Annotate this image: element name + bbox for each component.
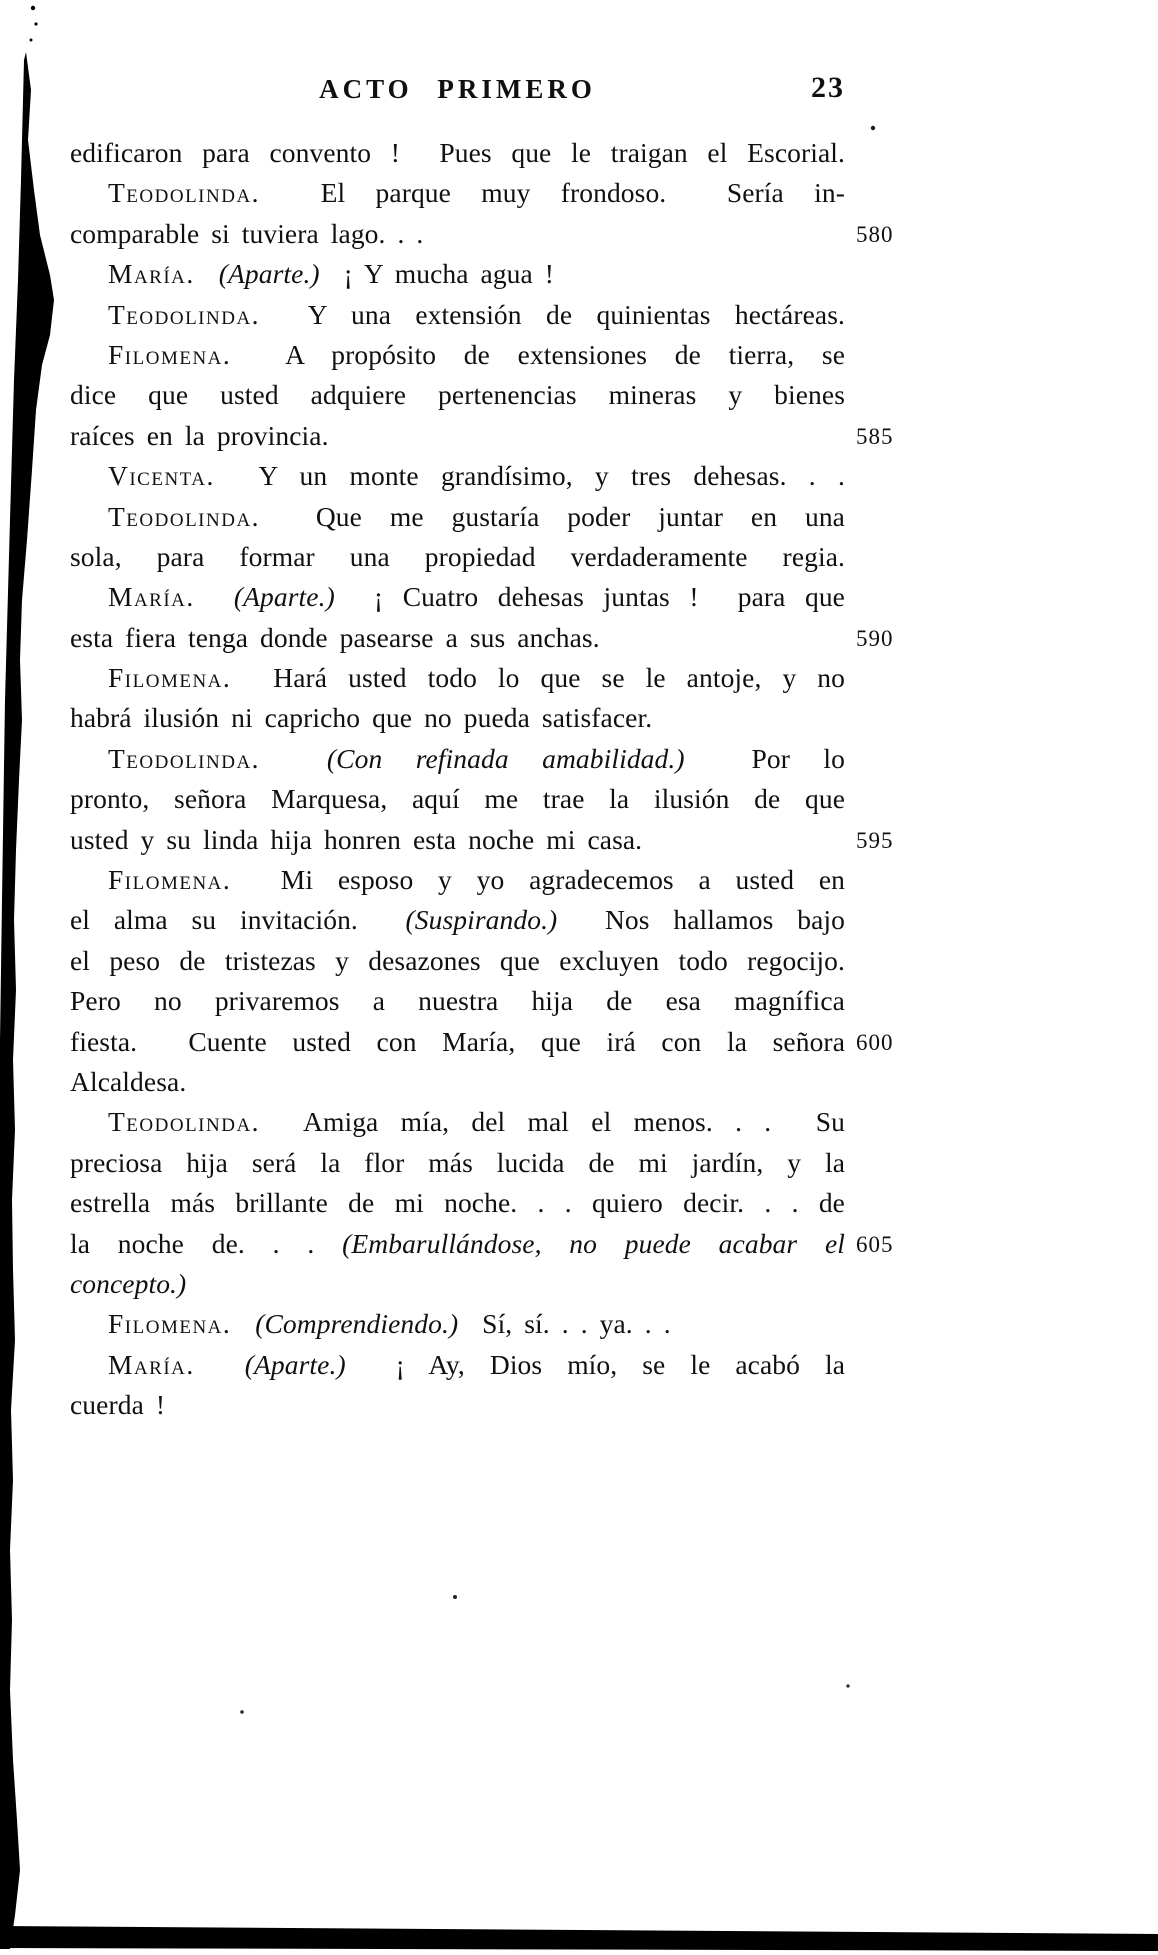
character-name: María. (108, 1348, 195, 1380)
dialogue-text: raíces en la provincia. (70, 419, 329, 451)
text-line (70, 456, 845, 496)
scan-speck (846, 1684, 849, 1687)
character-name: María. (108, 258, 195, 290)
text-line (70, 820, 894, 860)
text-line (70, 739, 845, 779)
text-line (70, 295, 845, 335)
character-name: Teodolinda. (108, 500, 261, 532)
text-line (70, 214, 894, 254)
text-line (70, 1385, 845, 1425)
binding-edge-artifact (0, 52, 54, 1949)
character-name: Teodolinda. (108, 1106, 261, 1138)
text-line (70, 1062, 845, 1102)
scan-speck (240, 1710, 243, 1713)
text-line (70, 577, 845, 617)
text-line (70, 941, 845, 981)
dialogue-text: ¡ Ay, Dios mío, se le acabó la (345, 1348, 846, 1380)
text-line (70, 133, 845, 173)
text-line (70, 1224, 894, 1264)
line-number: 600 (856, 1029, 894, 1055)
text-line (70, 860, 845, 900)
line-number: 590 (856, 625, 894, 651)
text-line (70, 1102, 845, 1142)
dialogue-text: el alma su invitación. (70, 904, 406, 936)
text-line (70, 375, 845, 415)
dialogue-text: estrella más brillante de mi noche. . . quiero decir. . . de (70, 1187, 845, 1219)
character-name: Filomena. (108, 864, 232, 896)
text-line (70, 618, 894, 658)
dialogue-text: edificaron para convento ! Pues que le traigan el Escorial. (70, 137, 845, 168)
dialogue-text: ¡ Cuatro dehesas juntas ! para que (334, 581, 845, 613)
stage-direction: (Comprendiendo.) (255, 1308, 459, 1340)
text-block (70, 133, 894, 1426)
character-name: Vicenta. (108, 460, 215, 492)
dialogue-text: Que me gustaría poder juntar en una (260, 500, 845, 532)
line-number: 605 (856, 1231, 894, 1257)
running-header: ACTO PRIMERO (319, 74, 596, 104)
dialogue-text: Y una extensión de quinientas hectáreas. (260, 298, 845, 330)
dialogue-text (231, 1308, 255, 1339)
dialogue-text: Mi esposo y yo agradecemos a usted en (231, 864, 845, 896)
dialogue-text: ¡ Y mucha agua ! (319, 258, 555, 290)
scan-speck (453, 1595, 457, 1599)
text-line (70, 779, 845, 819)
text-line (70, 1264, 845, 1304)
dialogue-text: sola, para formar una propiedad verdaderamente regia. (70, 540, 845, 572)
character-name: Teodolinda. (108, 742, 261, 774)
dialogue-text: esta fiera tenga donde pasearse a sus anchas. (70, 621, 600, 653)
dialogue-text: fiesta. Cuente usted con María, que irá con la señora (70, 1025, 845, 1057)
dialogue-text (195, 581, 234, 612)
dialogue-text: Hará usted todo lo que se le antoje, y no (231, 662, 845, 694)
dialogue-text (195, 1349, 245, 1380)
stage-direction: (Embarullándose, no puede acabar el (342, 1227, 846, 1259)
text-line (70, 537, 845, 577)
dialogue-text: Pero no privaremos a nuestra hija de esa magnífica (70, 985, 845, 1017)
text-line (70, 1183, 845, 1223)
text-line (70, 1304, 845, 1344)
character-name: Filomena. (108, 1308, 232, 1340)
dialogue-text: usted y su linda hija honren esta noche mi casa. (70, 823, 643, 855)
dialogue-text: A propósito de extensiones de tierra, se (231, 338, 845, 370)
dialogue-text: cuerda ! (70, 1389, 166, 1421)
dialogue-text: el peso de tristezas y desazones que excluyen todo regocijo. (70, 944, 845, 976)
stage-direction: (Suspirando.) (405, 904, 558, 936)
page-number: 23 (811, 71, 845, 104)
character-name: Teodolinda. (108, 298, 261, 330)
text-line (70, 173, 845, 213)
text-line (70, 1022, 894, 1062)
scan-speck (31, 6, 35, 10)
stage-direction: (Aparte.) (233, 581, 335, 613)
dialogue-text: dice que usted adquiere pertenencias mineras y bienes (70, 379, 845, 411)
dialogue-text: habrá ilusión ni capricho que no pueda satisfacer. (70, 702, 653, 734)
dialogue-text: Amiga mía, del mal el menos. . . Su (260, 1106, 845, 1138)
text-line (70, 1143, 845, 1183)
stage-direction: (Aparte.) (218, 258, 320, 290)
text-line (70, 335, 845, 375)
stage-direction: concepto.) (70, 1267, 187, 1299)
dialogue-text (195, 258, 219, 289)
line-number: 595 (856, 827, 894, 853)
scan-speck (871, 126, 875, 130)
stage-direction: (Aparte.) (244, 1348, 346, 1380)
text-line (70, 497, 845, 537)
text-line (70, 698, 845, 738)
line-number: 580 (856, 221, 894, 247)
scan-speck (30, 39, 33, 42)
text-line (70, 900, 845, 940)
text-line (70, 254, 845, 294)
character-name: Teodolinda. (108, 177, 261, 209)
dialogue-text: Por lo (684, 742, 845, 774)
dialogue-text: Nos hallamos bajo (557, 904, 845, 936)
text-line (70, 981, 845, 1021)
dialogue-text: Y un monte grandísimo, y tres dehesas. . . (214, 460, 845, 492)
dialogue-text: la noche de. . . (70, 1227, 343, 1259)
dialogue-text: Alcaldesa. (70, 1065, 187, 1097)
character-name: Filomena. (108, 662, 232, 694)
text-line (70, 1345, 845, 1385)
scan-speck (34, 22, 37, 25)
line-number: 585 (856, 423, 894, 449)
dialogue-text: El parque muy frondoso. Sería in- (260, 177, 845, 209)
text-line (70, 658, 845, 698)
dialogue-text (260, 743, 327, 774)
scan-bottom-bar (0, 1926, 1158, 1951)
stage-direction: (Con refinada amabilidad.) (326, 742, 685, 774)
character-name: Filomena. (108, 338, 232, 370)
dialogue-text: comparable si tuviera lago. . . (70, 217, 424, 249)
dialogue-text: pronto, señora Marquesa, aquí me trae la ilusión de que (70, 783, 845, 815)
text-line (70, 416, 894, 456)
dialogue-text: Sí, sí. . . ya. . . (458, 1308, 671, 1340)
dialogue-text: preciosa hija será la flor más lucida de mi jardín, y la (70, 1146, 845, 1178)
character-name: María. (108, 581, 195, 613)
